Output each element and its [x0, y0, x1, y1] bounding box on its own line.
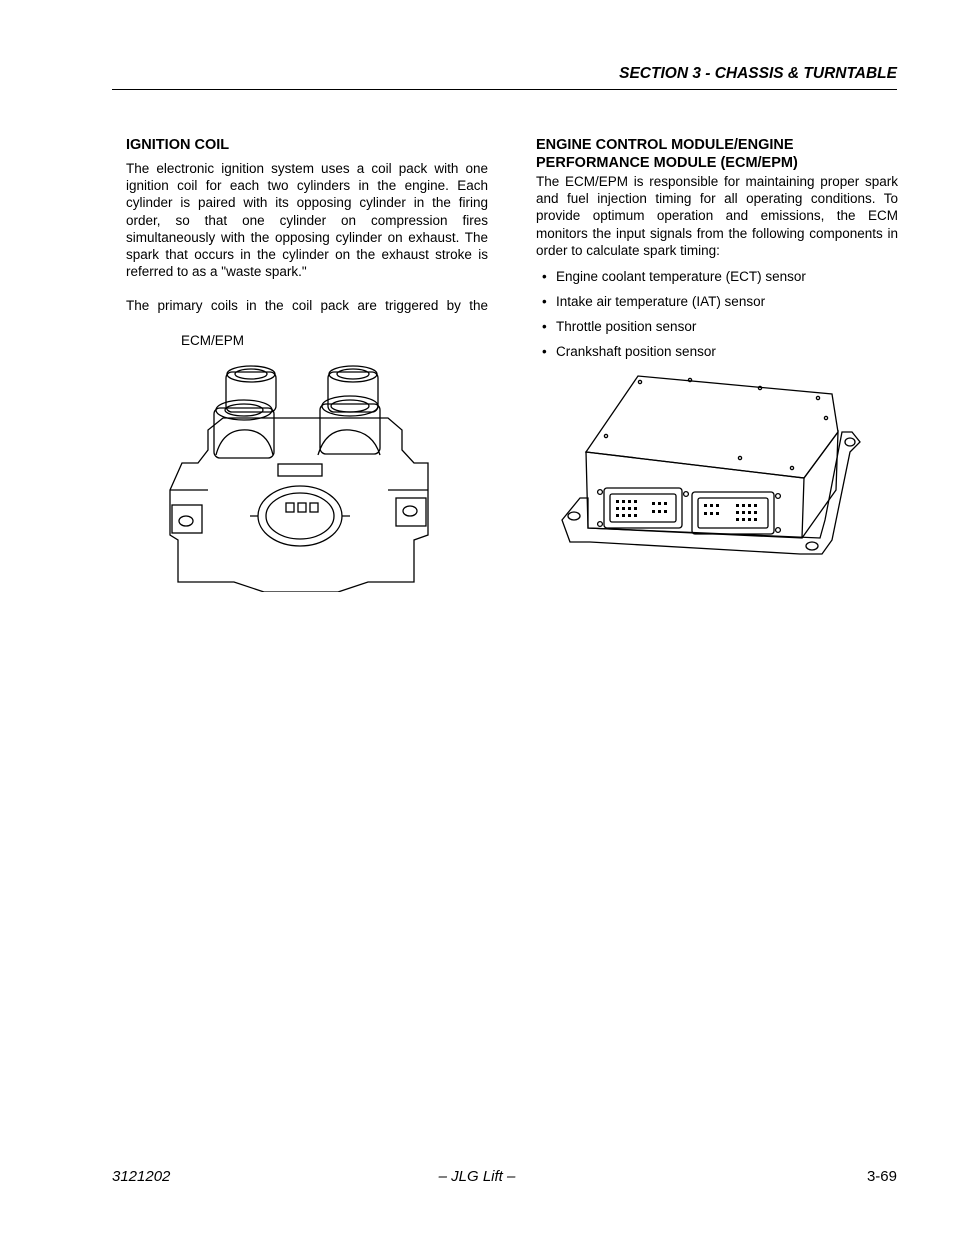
footer-publisher: – JLG Lift –	[438, 1168, 516, 1185]
page-number: 3-69	[866, 1168, 897, 1185]
section-title: SECTION 3 - CHASSIS & TURNTABLE	[619, 65, 897, 82]
primary-coils-paragraph: The primary coils in the coil pack are triggered by the	[126, 298, 488, 314]
ignition-coil-paragraph: The electronic ignition system uses a coil pack with one ignition coil for each two cylinders in the engine. Each cylinder is paired with its opposing cylinder in the firing order, so that one cylinder on compression fires simultaneously with the opposing cylinder on exhaust. The spark that occurs in the cylinder on the exhaust stroke is referred to as a "waste spark."	[126, 161, 488, 280]
ignition-coil-illustration	[168, 360, 434, 592]
list-item: • Throttle position sensor	[542, 319, 697, 335]
ecm-module-illustration	[560, 370, 862, 566]
document-number: 3121202	[112, 1168, 171, 1185]
left-column	[126, 136, 488, 315]
list-item: • Engine coolant temperature (ECT) sensor	[542, 269, 806, 285]
ecm-epm-paragraph: The ECM/EPM is responsible for maintaining proper spark and fuel injection timing for all operating conditions. To provide optimum operation and emissions, the ECM monitors the input signals from the following components in order to calculate spark timing:	[536, 174, 898, 258]
ecm-epm-heading: ENGINE CONTROL MODULE/ENGINE PERFORMANCE MODULE (ECM/EPM)	[536, 137, 798, 171]
input-sensor-list	[536, 268, 898, 360]
figure-label-ecm-epm: ECM/EPM	[181, 333, 245, 348]
list-item: • Intake air temperature (IAT) sensor	[542, 294, 766, 310]
right-column	[536, 136, 898, 368]
list-item: • Crankshaft position sensor	[542, 344, 716, 360]
ignition-coil-heading: IGNITION COIL	[126, 137, 230, 153]
header-divider	[112, 89, 897, 90]
